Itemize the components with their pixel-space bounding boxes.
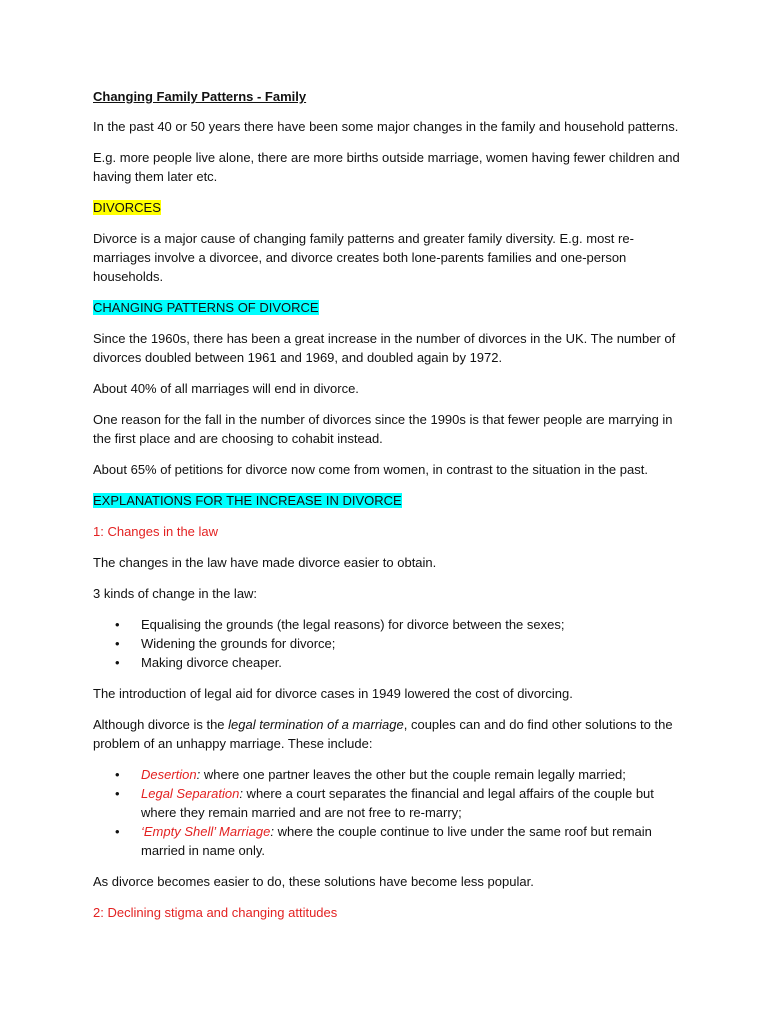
solution-term: ‘Empty Shell’ Marriage — [141, 824, 271, 839]
paragraph-legal-aid: The introduction of legal aid for divorce cases in 1949 lowered the cost of divorcing. — [93, 686, 573, 701]
paragraph-less-popular: As divorce becomes easier to do, these solutions have become less popular. — [93, 874, 534, 889]
solution-colon: : — [196, 767, 201, 782]
solution-text: where the couple continue to live under the same roof but remain married in name only. — [141, 824, 652, 858]
bullet-icon: • — [115, 636, 120, 651]
paragraph-1990s: One reason for the fall in the number of divorces since the 1990s is that fewer people are marrying in the first place and are choosing to cohabit instead. — [93, 412, 673, 446]
solution-term: Desertion — [141, 767, 197, 782]
solution-colon: : — [239, 786, 243, 801]
heading-explanations — [93, 491, 683, 510]
list-item-text: Equalising the grounds (the legal reasons) for divorce between the sexes; — [141, 617, 565, 632]
paragraph-law-easier: The changes in the law have made divorce easier to obtain. — [93, 555, 437, 570]
paragraph-other-solutions — [93, 715, 683, 753]
heading-changing-patterns-text: CHANGING PATTERNS OF DIVORCE — [93, 300, 319, 315]
law-changes-list — [93, 615, 683, 672]
list-item — [93, 822, 683, 860]
list-item — [93, 615, 683, 634]
document-title: Changing Family Patterns - Family — [93, 89, 307, 104]
subheading-declining-stigma: 2: Declining stigma and changing attitudes — [93, 905, 338, 920]
text-run: , couples can and do find other solutions to the problem of an unhappy marriage. These include: — [93, 717, 673, 751]
bullet-icon: • — [115, 767, 120, 782]
heading-explanations-text: EXPLANATIONS FOR THE INCREASE IN DIVORCE — [93, 493, 402, 508]
paragraph-examples: E.g. more people live alone, there are more births outside marriage, women having fewer children and having them later etc. — [93, 150, 680, 184]
list-item — [93, 634, 683, 653]
solution-text: where a court separates the financial and legal affairs of the couple but where they remain married and are not free to re-marry; — [141, 786, 654, 820]
bullet-icon: • — [115, 655, 120, 670]
paragraph-divorce-cause: Divorce is a major cause of changing family patterns and greater family diversity. E.g. most re-marriages involve a divorcee, and divorce creates both lone-parents families and one-person households. — [93, 231, 634, 284]
heading-divorces-text: DIVORCES — [93, 200, 161, 215]
subheading-changes-in-law: 1: Changes in the law — [93, 524, 219, 539]
bullet-icon: • — [115, 617, 120, 632]
heading-changing-patterns — [93, 298, 683, 317]
solution-colon: : — [270, 824, 274, 839]
italic-term: legal termination of a marriage — [228, 717, 404, 732]
heading-divorces — [93, 198, 683, 217]
paragraph-three-kinds: 3 kinds of change in the law: — [93, 586, 258, 601]
list-item — [93, 765, 683, 784]
paragraph-1960s: Since the 1960s, there has been a great increase in the number of divorces in the UK. The number of divorces doubled between 1961 and 1969, and doubled again by 1972. — [93, 331, 676, 365]
paragraph-65-percent: About 65% of petitions for divorce now come from women, in contrast to the situation in the past. — [93, 462, 648, 477]
list-item-text: Widening the grounds for divorce; — [141, 636, 336, 651]
solutions-list — [93, 765, 683, 860]
solution-term: Legal Separation — [141, 786, 240, 801]
solution-text: where one partner leaves the other but the couple remain legally married; — [200, 767, 626, 782]
bullet-icon: • — [115, 786, 120, 801]
list-item-text: Making divorce cheaper. — [141, 655, 282, 670]
list-item — [93, 653, 683, 672]
text-run: Although divorce is the — [93, 717, 229, 732]
paragraph-intro: In the past 40 or 50 years there have been some major changes in the family and household patterns. — [93, 119, 679, 134]
list-item — [93, 784, 683, 822]
bullet-icon: • — [115, 824, 120, 839]
paragraph-40-percent: About 40% of all marriages will end in divorce. — [93, 381, 359, 396]
document-body — [93, 87, 683, 934]
